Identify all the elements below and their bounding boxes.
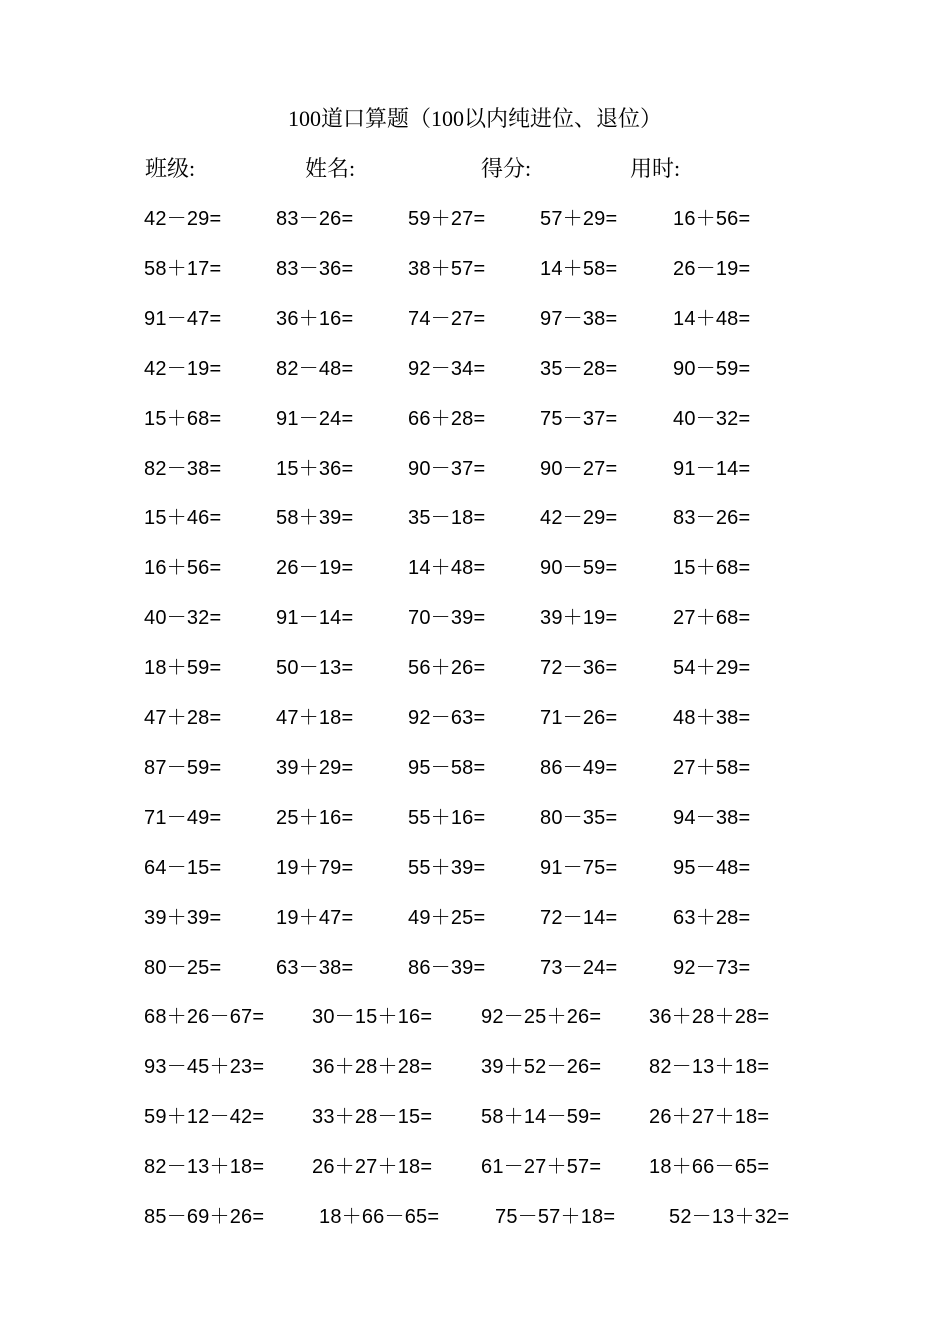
problem-row	[0, 653, 950, 683]
problem-item: 90－37=	[408, 457, 486, 480]
problem-row	[0, 204, 950, 234]
problem-item: 36＋16=	[276, 307, 354, 330]
problem-item: 42－29=	[144, 208, 222, 230]
problem-row	[0, 953, 950, 983]
problem-item: 91－47=	[144, 307, 222, 330]
problem-item: 86－49=	[540, 756, 618, 779]
problem-item: 15＋46=	[144, 507, 222, 530]
problem-item: 90－59=	[673, 357, 751, 380]
problem-item: 27＋58=	[673, 756, 751, 779]
problem-item: 71－26=	[540, 707, 618, 729]
problem-row	[0, 454, 950, 484]
problem-item: 30－15＋16=	[312, 1006, 433, 1029]
class-label: 班级:	[145, 156, 196, 181]
problem-item: 73－24=	[540, 956, 618, 979]
problem-row	[0, 354, 950, 384]
problem-row	[0, 703, 950, 733]
problem-item: 18＋59=	[144, 657, 222, 680]
problem-item: 26＋27＋18=	[649, 1106, 770, 1129]
problem-item: 94－38=	[673, 806, 751, 829]
problem-item: 52－13＋32=	[669, 1206, 790, 1228]
problem-item: 15＋36=	[276, 457, 354, 480]
problem-item: 50－13=	[276, 657, 354, 680]
problem-row	[0, 1052, 950, 1082]
problem-row	[0, 254, 950, 284]
problem-item: 19＋79=	[276, 856, 354, 879]
problem-item: 61－27＋57=	[481, 1156, 602, 1179]
problem-item: 92－73=	[673, 956, 751, 979]
problem-item: 38＋57=	[408, 257, 486, 280]
problem-item: 15＋68=	[673, 557, 751, 580]
problem-item: 39＋39=	[144, 906, 222, 929]
problem-item: 82－48=	[276, 357, 354, 380]
problem-item: 63＋28=	[673, 906, 751, 929]
problem-item: 70－39=	[408, 607, 486, 630]
problem-item: 58＋39=	[276, 507, 354, 530]
problem-item: 26＋27＋18=	[312, 1156, 433, 1179]
problem-item: 14＋48=	[673, 307, 751, 330]
problem-item: 71－49=	[144, 806, 222, 829]
problem-item: 36＋28＋28=	[312, 1056, 433, 1079]
problem-item: 18＋66－65=	[319, 1206, 440, 1228]
problem-item: 82－13＋18=	[649, 1056, 770, 1079]
problem-item: 36＋28＋28=	[649, 1006, 770, 1029]
problem-item: 16＋56=	[673, 208, 751, 230]
problem-item: 25＋16=	[276, 806, 354, 829]
problem-row	[0, 753, 950, 783]
problem-item: 59＋27=	[408, 208, 486, 230]
problem-item: 80－25=	[144, 956, 222, 979]
problem-item: 39＋29=	[276, 756, 354, 779]
problem-item: 47＋18=	[276, 707, 354, 729]
problem-item: 91－14=	[276, 607, 354, 630]
problem-item: 49＋25=	[408, 906, 486, 929]
problem-item: 97－38=	[540, 307, 618, 330]
problem-item: 86－39=	[408, 956, 486, 979]
problem-item: 87－59=	[144, 756, 222, 779]
problem-item: 42－29=	[540, 507, 618, 530]
problem-row	[0, 304, 950, 334]
problem-item: 39＋19=	[540, 607, 618, 630]
problem-item: 72－14=	[540, 906, 618, 929]
problem-item: 63－38=	[276, 956, 354, 979]
problem-item: 56＋26=	[408, 657, 486, 680]
problem-row	[0, 903, 950, 933]
problem-item: 82－38=	[144, 457, 222, 480]
problem-item: 83－26=	[673, 507, 751, 530]
problem-item: 83－26=	[276, 208, 354, 230]
problem-item: 91－24=	[276, 407, 354, 430]
problem-item: 26－19=	[276, 557, 354, 580]
problem-item: 54＋29=	[673, 657, 751, 680]
problem-item: 90－27=	[540, 457, 618, 480]
problem-row	[0, 404, 950, 434]
problem-item: 39＋52－26=	[481, 1056, 602, 1079]
problem-item: 85－69＋26=	[144, 1206, 265, 1228]
problem-item: 95－58=	[408, 756, 486, 779]
problem-item: 92－34=	[408, 357, 486, 380]
problem-item: 15＋68=	[144, 407, 222, 430]
worksheet-title: 100道口算题（100以内纯进位、退位）	[287, 106, 662, 131]
problem-item: 59＋12－42=	[144, 1106, 265, 1129]
problem-item: 92－25＋26=	[481, 1006, 602, 1029]
problem-item: 47＋28=	[144, 707, 222, 729]
problem-row	[0, 1002, 950, 1032]
name-label: 姓名:	[305, 156, 356, 181]
problem-item: 16＋56=	[144, 557, 222, 580]
problem-item: 14＋58=	[540, 257, 618, 280]
problem-item: 64－15=	[144, 856, 222, 879]
problem-row	[0, 503, 950, 533]
problem-item: 58＋17=	[144, 257, 222, 280]
problem-item: 75－57＋18=	[495, 1206, 616, 1228]
problem-item: 40－32=	[144, 607, 222, 630]
problem-item: 72－36=	[540, 657, 618, 680]
problem-item: 58＋14－59=	[481, 1106, 602, 1129]
problem-item: 93－45＋23=	[144, 1056, 265, 1079]
problem-item: 19＋47=	[276, 906, 354, 929]
problem-row	[0, 1202, 950, 1232]
problem-item: 35－28=	[540, 357, 618, 380]
problem-item: 35－18=	[408, 507, 486, 530]
problem-item: 91－14=	[673, 457, 751, 480]
problem-item: 14＋48=	[408, 557, 486, 580]
problem-item: 26－19=	[673, 257, 751, 280]
problem-item: 40－32=	[673, 407, 751, 430]
problem-item: 80－35=	[540, 806, 618, 829]
time-label: 用时:	[630, 156, 681, 181]
problem-item: 90－59=	[540, 557, 618, 580]
problem-item: 55＋39=	[408, 856, 486, 879]
problem-item: 55＋16=	[408, 806, 486, 829]
problem-row	[0, 1102, 950, 1132]
problem-item: 82－13＋18=	[144, 1156, 265, 1179]
problem-item: 92－63=	[408, 707, 486, 729]
problem-item: 48＋38=	[673, 707, 751, 729]
problem-row	[0, 603, 950, 633]
problem-item: 18＋66－65=	[649, 1156, 770, 1179]
problem-row	[0, 553, 950, 583]
problem-item: 91－75=	[540, 856, 618, 879]
problem-item: 66＋28=	[408, 407, 486, 430]
problem-item: 68＋26－67=	[144, 1006, 265, 1029]
problem-item: 75－37=	[540, 407, 618, 430]
problem-item: 57＋29=	[540, 208, 618, 230]
problem-item: 74－27=	[408, 307, 486, 330]
problem-item: 27＋68=	[673, 607, 751, 630]
problem-row	[0, 803, 950, 833]
score-label: 得分:	[481, 156, 532, 181]
problem-item: 83－36=	[276, 257, 354, 280]
problem-item: 42－19=	[144, 357, 222, 380]
problem-row	[0, 853, 950, 883]
problem-row	[0, 1152, 950, 1182]
problem-item: 33＋28－15=	[312, 1106, 433, 1129]
problem-item: 95－48=	[673, 856, 751, 879]
